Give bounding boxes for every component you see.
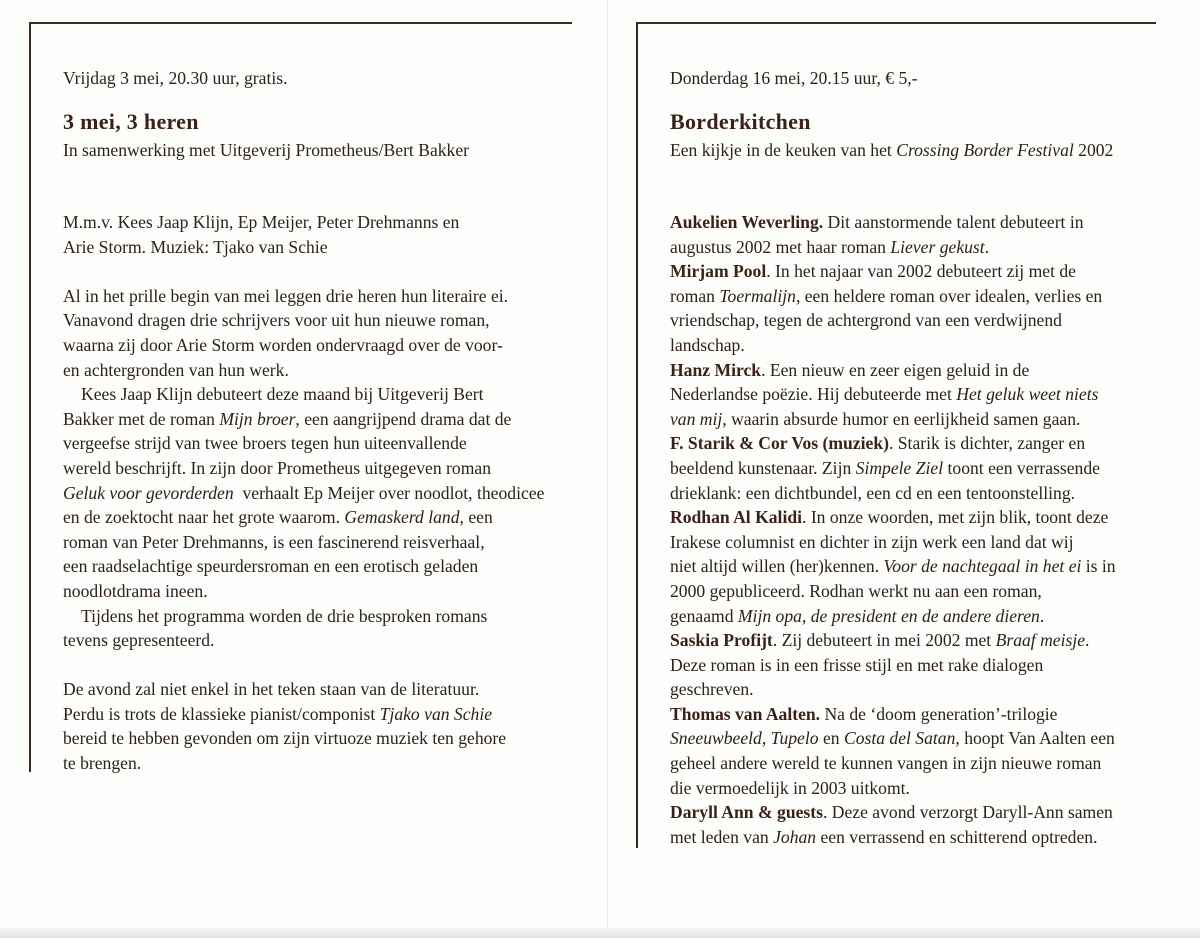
paragraph-line: Kees Jaap Klijn debuteert deze maand bij Uitgeverij Bert — [81, 384, 484, 405]
text: verhaalt Ep Meijer over noodlot, theodicee — [233, 482, 545, 503]
text: met leden van — [670, 826, 774, 847]
entry-line: geschreven. — [670, 679, 754, 700]
paragraph-line — [63, 505, 544, 530]
text: niet altijd willen (her)kennen. — [670, 556, 884, 577]
entry-line: die vermoedelijk in 2003 uitkomt. — [670, 777, 910, 798]
credits-line: M.m.v. Kees Jaap Klijn, Ep Meijer, Peter Drehmanns en — [63, 212, 460, 232]
book-title: Mijn opa, de president en de andere dieren — [737, 605, 1040, 626]
book-title: Tupelo — [770, 728, 819, 749]
book-title: Het geluk weet niets — [956, 384, 1099, 405]
text: . Zij debuteert in mei 2002 met — [772, 630, 996, 651]
text: , — [761, 728, 771, 749]
paragraph-line: een raadselachtige speurdersroman en een erotisch geladen — [63, 556, 479, 577]
event-title: 3 mei, 3 heren — [63, 109, 199, 134]
paragraph-line: bereid te hebben gevonden om zijn virtuoze muziek ten gehore — [63, 728, 507, 749]
paragraph-line: noodlotdrama ineen. — [63, 580, 208, 601]
text: beeldend kunstenaar. Zijn — [670, 457, 856, 478]
text: roman — [670, 285, 720, 306]
performer-name: Mirjam Pool — [670, 261, 767, 282]
paragraph-line: Tijdens het programma worden de drie besproken romans — [81, 605, 488, 626]
paragraph-line: Al in het prille begin van mei leggen drie heren hun literaire ei. — [63, 285, 509, 306]
entry-line — [670, 825, 1116, 850]
book-title: Gemaskerd land — [344, 507, 460, 528]
entry-line — [670, 431, 1116, 456]
text: Dit aanstormende talent debuteert in — [823, 212, 1084, 232]
text: . Starik is dichter, zanger en — [888, 433, 1086, 454]
entry-line — [670, 604, 1116, 629]
entry-line — [670, 628, 1116, 653]
entry-line — [670, 554, 1116, 579]
paragraph-line: Vanavond dragen drie schrijvers voor uit hun nieuwe roman, — [63, 310, 490, 331]
performer-name: Thomas van Aalten. — [670, 703, 821, 724]
text: , een aangrijpend drama dat de — [295, 408, 512, 429]
entry-line — [670, 505, 1116, 530]
panel-left-rule — [29, 22, 31, 772]
paragraph-line: De avond zal niet enkel in het teken staan van de literatuur. — [63, 679, 480, 700]
book-title: Geluk voor gevorderden — [63, 482, 234, 503]
paragraph-line: wereld beschrijft. In zijn door Prometheus uitgegeven roman — [63, 457, 491, 478]
entry-line — [670, 800, 1116, 825]
entry-line — [670, 210, 1116, 235]
entry-line — [670, 382, 1116, 407]
text: , hoopt Van Aalten een — [955, 728, 1115, 749]
band-name: Johan — [773, 826, 817, 847]
event-dateline: Vrijdag 3 mei, 20.30 uur, gratis. — [63, 68, 288, 88]
text: . — [1039, 605, 1045, 626]
text: genaamd — [670, 605, 738, 626]
entry-line — [670, 702, 1116, 727]
text: Bakker met de roman — [63, 408, 220, 429]
paragraph-line: roman van Peter Drehmanns, is een fascinerend reisverhaal, — [63, 531, 485, 552]
paragraph-line: en achtergronden van hun werk. — [63, 359, 289, 380]
book-title: Liever gekust — [890, 236, 985, 257]
entry-line — [670, 259, 1116, 284]
text: , waarin absurde humor en eerlijkheid samen gaan. — [722, 408, 1081, 429]
text: Nederlandse poëzie. Hij debuteerde met — [670, 384, 957, 405]
performer-name: Rodhan Al Kalidi — [670, 507, 803, 528]
text: . Een nieuw en zeer eigen geluid in de — [761, 359, 1030, 380]
entry-line — [670, 456, 1116, 481]
entry-line — [670, 358, 1116, 383]
book-title: Sneeuwbeeld — [670, 728, 762, 749]
panel-top-rule — [29, 22, 572, 24]
text: en — [818, 728, 844, 749]
event-subtitle: In samenwerking met Uitgeverij Prometheus/Bert Bakker — [63, 140, 470, 160]
book-title: Simpele Ziel — [855, 457, 944, 478]
entry-line: geheel andere wereld te kunnen vangen in zijn nieuwe roman — [670, 753, 1102, 774]
text: is in — [1081, 556, 1116, 577]
text: Een kijkje in de keuken van het — [670, 140, 897, 160]
entry-line: landschap. — [670, 334, 745, 355]
text: . — [1085, 630, 1090, 651]
event-body — [63, 210, 544, 776]
book-title: Braaf meisje — [995, 630, 1086, 651]
text: . In onze woorden, met zijn blik, toont deze — [802, 507, 1109, 528]
paragraph-line — [63, 702, 544, 727]
book-title: van mij — [670, 408, 723, 429]
text: Perdu is trots de klassieke pianist/componist — [63, 703, 380, 724]
text: , een — [459, 507, 493, 528]
panel-left-rule — [636, 22, 638, 848]
book-title: Toermalijn — [719, 285, 796, 306]
festival-name: Crossing Border Festival — [896, 140, 1074, 160]
event-subtitle — [670, 138, 1113, 163]
entry-line: vriendschap, tegen de achtergrond van een verdwijnend — [670, 310, 1062, 331]
text: toont een verrassende — [943, 457, 1100, 478]
entry-line: 2000 gepubliceerd. Rodhan werkt nu aan een roman, — [670, 580, 1042, 601]
text: 2002 — [1073, 140, 1114, 160]
event-dateline: Donderdag 16 mei, 20.15 uur, € 5,- — [670, 68, 918, 88]
entry-line — [670, 407, 1116, 432]
text: een verrassend en schitterend optreden. — [816, 826, 1098, 847]
panel-top-rule — [636, 22, 1156, 24]
text: . Deze avond verzorgt Daryll-Ann samen — [822, 802, 1113, 823]
event-body — [670, 210, 1116, 849]
book-title: Mijn broer — [219, 408, 296, 429]
text: . In het najaar van 2002 debuteert zij met de — [766, 261, 1076, 282]
paragraph-line — [63, 481, 544, 506]
entry-line: drieklank: een dichtbundel, een cd en een tentoonstelling. — [670, 482, 1076, 503]
entry-line — [670, 284, 1116, 309]
book-title: Voor de nachtegaal in het ei — [883, 556, 1082, 577]
text: en de zoektocht naar het grote waarom. — [63, 507, 345, 528]
text: , een heldere roman over idealen, verlies en — [795, 285, 1103, 306]
paragraph-line: te brengen. — [63, 753, 142, 774]
paragraph-line: tevens gepresenteerd. — [63, 630, 215, 651]
page-edge — [0, 928, 1200, 938]
text: Na de ‘doom generation’-trilogie — [820, 703, 1058, 724]
entry-line: Deze roman is in een frisse stijl en met rake dialogen — [670, 654, 1044, 675]
artist-name: Tjako van Schie — [379, 703, 493, 724]
performer-name: Saskia Profijt — [670, 630, 773, 651]
page-fold — [607, 0, 608, 930]
performer-name: F. Starik & Cor Vos (muziek) — [670, 433, 889, 454]
entry-line — [670, 726, 1116, 751]
entry-line: Irakese columnist en dichter in zijn werk een land dat wij — [670, 531, 1074, 552]
paragraph-line: vergeefse strijd van twee broers tegen hun uiteenvallende — [63, 433, 467, 454]
performer-name: Daryll Ann & guests — [670, 802, 823, 823]
entry-line — [670, 235, 1116, 260]
event-title: Borderkitchen — [670, 109, 811, 134]
performer-name: Hanz Mirck — [670, 359, 762, 380]
performer-name: Aukelien Weverling. — [670, 212, 824, 232]
text: . — [984, 236, 990, 257]
text: augustus 2002 met haar roman — [670, 236, 891, 257]
credits-line: Arie Storm. Muziek: Tjako van Schie — [63, 236, 328, 257]
paragraph-line — [63, 407, 544, 432]
paragraph-line: waarna zij door Arie Storm worden ondervraagd over de voor- — [63, 334, 503, 355]
book-title: Costa del Satan — [843, 728, 956, 749]
